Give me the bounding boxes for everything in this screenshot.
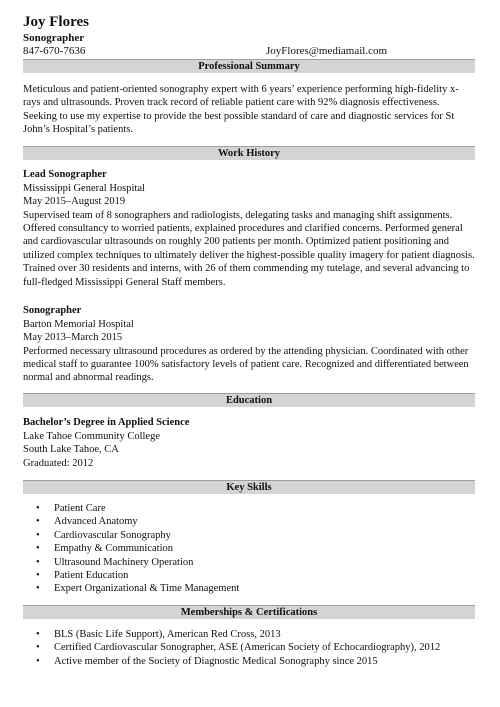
list-item: • Patient Care [36,503,106,514]
section-heading-education: Education [23,393,475,407]
bullet-icon: • [36,629,40,640]
job-employer: Barton Memorial Hospital [23,318,134,330]
list-item: • Advanced Anatomy [36,516,138,528]
section-heading-key-skills: Key Skills [23,480,475,494]
education-graduation: Graduated: 2012 [23,457,94,469]
education-location: South Lake Tahoe, CA [23,444,119,455]
bullet-icon: • [36,642,40,654]
summary-text: Meticulous and patient-oriented sonography expert with 6 years’ experience performing high-fidelity x-rays and ultrasounds. Proven track record of reliable patient care with 92% diagnosis effectiveness. Seeking to use my expertise to provide the best possible standard of care and diagnostic services for St John’s Hospital’s patients. [23,84,459,136]
bullet-icon: • [36,655,40,667]
job-employer: Mississippi General Hospital [23,182,145,194]
candidate-name: Joy Flores [23,14,89,30]
job-title: Lead Sonographer [23,169,107,180]
memberships-list [23,628,475,668]
job-description: Performed necessary ultrasound procedures as ordered by the attending physician. Coordinated with other medical staff to guarantee 100% satisfactory levels of patient care. Recognized and differentiated between normal and abnormal readings. [23,345,469,384]
email-address: JoyFlores@mediamail.com [266,45,388,57]
list-item: • Active member of the Society of Diagnostic Medical Sonography since 2015 [36,655,378,667]
section-heading-work-history: Work History [23,146,475,160]
bullet-icon: • [36,556,40,568]
bullet-icon: • [36,583,40,595]
list-item: • Patient Education [36,570,129,582]
section-heading-memberships: Memberships & Certifications [23,605,475,619]
list-item: • Cardiovascular Sonography [36,529,171,541]
list-item: • Expert Organizational & Time Management [36,583,240,595]
candidate-job-title: Sonographer [23,32,85,44]
skills-list [23,502,475,596]
bullet-icon: • [36,543,40,555]
bullet-icon: • [36,503,40,514]
job-description: Supervised team of 8 sonographers and radiologists, delegating tasks and managing shift assignments. Offered consultancy to worried patients, explained procedures and clarified concerns. Performed general and cardiovascular ultrasounds on roughly 200 patients per month. Optimized patient positioning and utilized complex techniques to ultimately deliver the highest-possible quality imagery for patient diagnosis. Trained over 30 residents and interns, with 26 of them commending my tutelage, and several advancing to full-fledged Mississippi General Staff members. [23,209,475,288]
bullet-icon: • [36,570,40,582]
list-item: • Ultrasound Machinery Operation [36,556,194,568]
bullet-icon: • [36,529,40,541]
section-heading-summary: Professional Summary [23,59,475,73]
list-item: • Empathy & Communication [36,543,173,555]
education-school: Lake Tahoe Community College [23,430,161,442]
list-item: • BLS (Basic Life Support), American Red Cross, 2013 [36,629,281,640]
list-item: • Certified Cardiovascular Sonographer, ASE (American Society of Echocardiography), 2012 [36,642,441,654]
job-dates: May 2015–August 2019 [23,196,126,207]
job-dates: May 2013–March 2015 [23,332,123,343]
job-title: Sonographer [23,305,82,316]
bullet-icon: • [36,516,40,528]
phone-number: 847-670-7636 [23,45,86,57]
education-degree: Bachelor’s Degree in Applied Science [23,417,190,428]
